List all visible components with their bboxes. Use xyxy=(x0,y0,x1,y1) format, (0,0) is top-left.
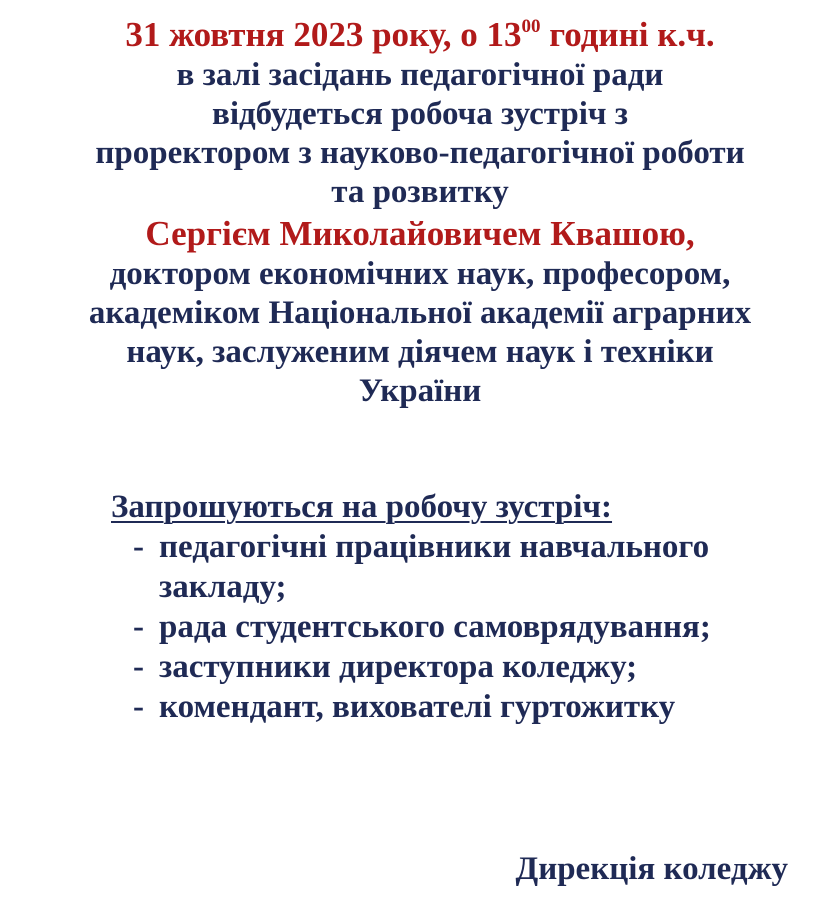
dash-bullet: - xyxy=(133,529,144,565)
speaker-name: Сергієм Миколайовичем Квашою, xyxy=(145,214,695,253)
invitee-item: рада студентського самоврядування; xyxy=(159,609,711,645)
event-time-unit: годині к.ч. xyxy=(540,15,715,54)
invitee-item: комендант, вихователі гуртожитку xyxy=(159,689,676,725)
list-item xyxy=(133,647,769,687)
dash-bullet: - xyxy=(133,609,144,645)
list-item xyxy=(133,607,769,647)
event-time-superscript: 00 xyxy=(521,16,541,37)
event-date-text: 31 жовтня 2023 року, о 13 xyxy=(125,15,522,54)
event-location: в залі засідань педагогічної ради xyxy=(176,57,664,93)
list-item xyxy=(133,687,769,727)
invitation-title: Запрошуються на робочу зустріч: xyxy=(111,489,613,525)
speaker-title-line-2: академіком Національної академії аграрних xyxy=(88,295,752,331)
invitee-item: педагогічні працівники навчального закладу; xyxy=(159,529,710,605)
invitee-list xyxy=(111,527,769,727)
event-description: відбудеться робоча зустріч з xyxy=(212,96,628,132)
invitation-section xyxy=(111,487,769,727)
speaker-title-line-4: України xyxy=(358,373,482,409)
speaker-title-line-3: наук, заслуженим діячем наук і техніки xyxy=(126,334,714,370)
invitee-item: заступники директора коледжу; xyxy=(159,649,638,685)
announcement xyxy=(0,14,840,411)
event-role-line-1: проректором з науково-педагогічної роботи xyxy=(95,135,745,171)
event-role-line-2: та розвитку xyxy=(331,174,509,210)
signature: Дирекція коледжу xyxy=(515,851,788,887)
dash-bullet: - xyxy=(133,649,144,685)
dash-bullet: - xyxy=(133,689,144,725)
speaker-title-line-1: доктором економічних наук, професором, xyxy=(109,256,731,292)
event-date-time xyxy=(0,14,840,56)
list-item xyxy=(133,527,769,607)
